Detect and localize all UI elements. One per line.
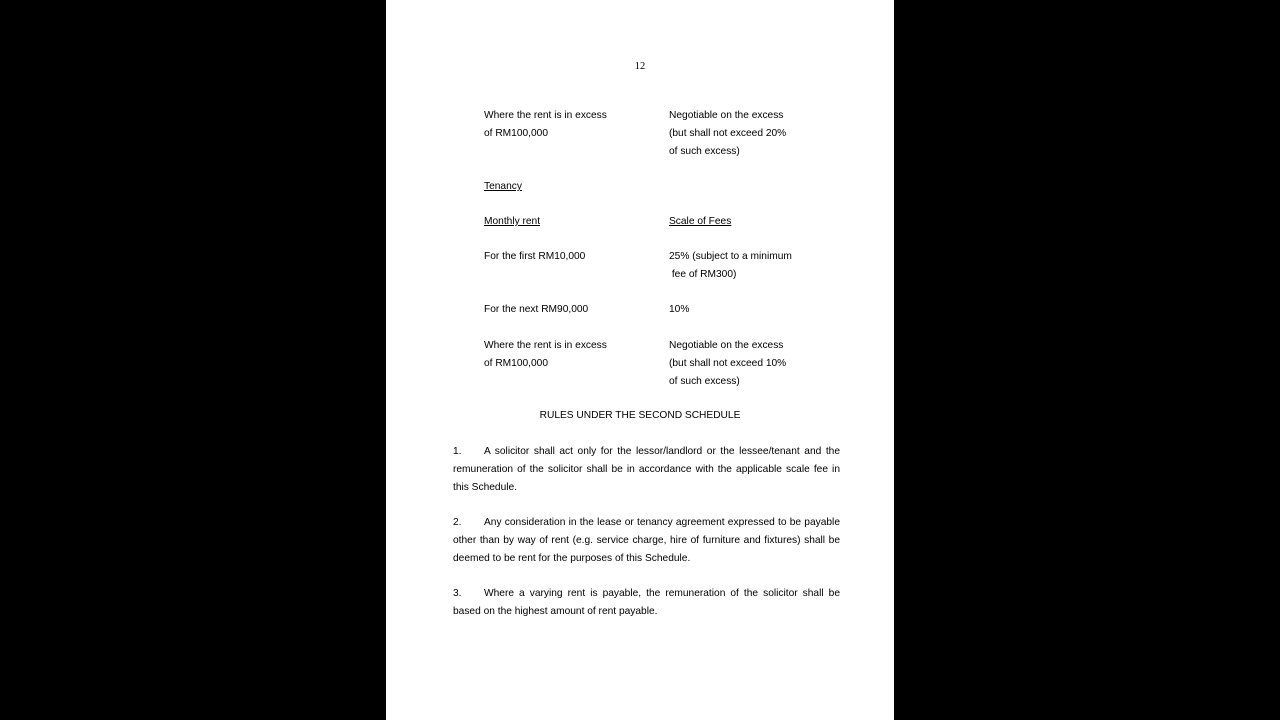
tenancy-next-fee: 10% [669, 304, 690, 315]
rule-1 [453, 443, 840, 496]
tenancy-excess-fee-line-3: of such excess) [669, 376, 740, 387]
document-page [386, 0, 894, 720]
rules-heading: RULES UNDER THE SECOND SCHEDULE [539, 410, 741, 421]
rule-2-number: 2. [453, 517, 462, 528]
excess-rent-label-line-2: of RM100,000 [484, 128, 548, 139]
tenancy-excess-rent-line-2: of RM100,000 [484, 358, 548, 369]
rule-3-number: 3. [453, 588, 462, 599]
tenancy-excess-fee-line-2: (but shall not exceed 10% [669, 358, 787, 369]
tenancy-next-rent: For the next RM90,000 [484, 304, 589, 315]
excess-fee-line-2: (but shall not exceed 20% [669, 128, 787, 139]
tenancy-first-rent: For the first RM10,000 [484, 251, 586, 262]
rule-2 [453, 514, 840, 567]
rule-1-text: A solicitor shall act only for the lessor/landlord or the lessee/tenant and the remuneration of the solicitor shall be in accordance with the applicable scale fee in this Schedule. [453, 446, 840, 493]
column-header-monthly-rent: Monthly rent [484, 216, 541, 227]
tenancy-first-fee-line-1: 25% (subject to a minimum [669, 251, 792, 262]
excess-rent-label-line-1: Where the rent is in excess [484, 110, 607, 121]
rule-3 [453, 585, 840, 621]
excess-fee-line-1: Negotiable on the excess [669, 110, 784, 121]
excess-fee-line-3: of such excess) [669, 146, 740, 157]
column-header-scale-of-fees: Scale of Fees [669, 216, 732, 227]
tenancy-excess-fee-line-1: Negotiable on the excess [669, 340, 784, 351]
rule-1-number: 1. [453, 446, 462, 457]
tenancy-heading: Tenancy [484, 181, 522, 192]
rule-2-text: Any consideration in the lease or tenancy agreement expressed to be payable other than by way of rent (e.g. service charge, hire of furniture and fixtures) shall be deemed to be rent for the purposes of this Schedule. [453, 517, 840, 564]
tenancy-excess-rent-line-1: Where the rent is in excess [484, 340, 607, 351]
tenancy-first-fee-line-2: fee of RM300) [669, 269, 737, 280]
page-number: 12 [634, 61, 646, 72]
rule-3-text: Where a varying rent is payable, the remuneration of the solicitor shall be based on the highest amount of rent payable. [453, 588, 840, 617]
